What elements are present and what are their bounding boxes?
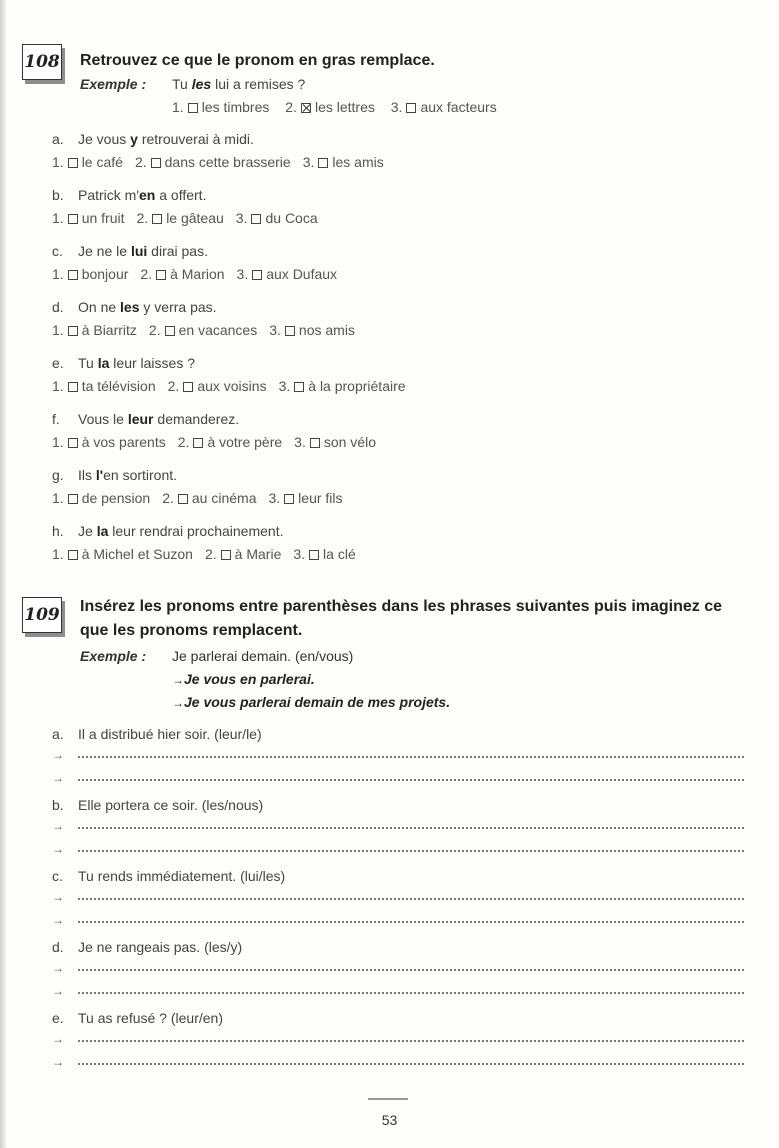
checkbox[interactable] xyxy=(252,270,262,280)
question-text: dirai pas. xyxy=(147,243,208,259)
option-text: aux Dufaux xyxy=(266,266,338,282)
checkbox[interactable] xyxy=(284,494,294,504)
option-text: à Biarritz xyxy=(81,322,137,338)
exercise-109-example-sentence: Je parlerai demain. (en/vous) xyxy=(172,648,354,664)
exercise-108-question xyxy=(52,243,208,259)
checkbox[interactable] xyxy=(183,382,193,392)
exercise-109-question xyxy=(52,868,285,884)
answer-option: 1. à Biarritz xyxy=(52,322,137,338)
answer-option: 3. les amis xyxy=(302,154,384,170)
answer-arrow: → xyxy=(52,890,64,904)
question-text: Tu xyxy=(78,355,98,371)
exercise-108-question xyxy=(52,523,283,539)
exercise-109-question xyxy=(52,726,262,742)
exercise-number-badge-109: 109 xyxy=(22,597,62,633)
checkbox[interactable] xyxy=(178,494,188,504)
bold-pronoun: les xyxy=(120,299,140,315)
answer-option: 1. à vos parents xyxy=(52,434,166,450)
exercise-108-options xyxy=(52,266,349,282)
option-text: du Coca xyxy=(265,210,318,226)
checkbox[interactable] xyxy=(406,103,416,113)
question-text: demanderez. xyxy=(153,411,240,427)
question-text: Vous le xyxy=(78,411,128,427)
exercise-108-options xyxy=(52,378,418,394)
checkbox[interactable] xyxy=(152,214,162,224)
exercise-108-options xyxy=(52,210,330,226)
option-text: le café xyxy=(81,154,123,170)
option-text: à votre père xyxy=(207,434,283,450)
question-text: Ils xyxy=(78,467,96,483)
answer-option: 2. en vacances xyxy=(148,322,258,338)
exercise-109-question xyxy=(52,939,242,955)
option-text: de pension xyxy=(81,490,151,506)
answer-option: 1. un fruit xyxy=(52,210,125,226)
option-text: les amis xyxy=(332,154,384,170)
answer-option: 3. leur fils xyxy=(268,490,343,506)
answer-option: 3. aux Dufaux xyxy=(236,266,338,282)
answer-arrow: → xyxy=(52,842,64,856)
exercise-108-question xyxy=(52,355,195,371)
answer-dotted-line[interactable] xyxy=(78,848,744,852)
answer-dotted-line[interactable] xyxy=(78,777,744,781)
checkbox[interactable] xyxy=(165,326,175,336)
question-text: Tu as refusé ? (leur/en) xyxy=(78,1010,223,1026)
example-option: 3. aux facteurs xyxy=(390,99,497,115)
exercise-108-example-options xyxy=(172,99,509,115)
exercise-number-badge-108: 108 xyxy=(22,44,62,80)
option-text: dans cette brasserie xyxy=(164,154,291,170)
item-letter: b. xyxy=(52,187,64,203)
option-text: nos amis xyxy=(298,322,355,338)
item-letter: f. xyxy=(52,411,60,427)
checkbox[interactable] xyxy=(68,214,78,224)
answer-option: 2. à Marie xyxy=(204,546,282,562)
option-text: en vacances xyxy=(178,322,258,338)
bold-pronoun: y xyxy=(130,131,138,147)
question-text: leur laisses ? xyxy=(109,355,195,371)
bold-pronoun: la xyxy=(97,355,110,371)
answer-arrow: → xyxy=(52,1055,64,1069)
bold-pronoun: lui xyxy=(130,243,148,259)
item-letter: a. xyxy=(52,131,64,147)
option-text: à Marion xyxy=(170,266,225,282)
option-text: aux voisins xyxy=(197,378,267,394)
checkbox[interactable] xyxy=(193,438,203,448)
exercise-108-question xyxy=(52,467,177,483)
answer-option: 1. à Michel et Suzon xyxy=(52,546,193,562)
question-text: leur rendrai prochainement. xyxy=(108,523,284,539)
question-text: Je vous xyxy=(78,131,131,147)
answer-option: 1. de pension xyxy=(52,490,151,506)
answer-option: 2. à votre père xyxy=(177,434,283,450)
answer-arrow: → xyxy=(52,748,64,762)
page-number: 53 xyxy=(381,1112,398,1128)
exercise-108-options xyxy=(52,490,355,506)
checkbox[interactable] xyxy=(68,326,78,336)
exercise-108-example-label: Exemple : xyxy=(80,76,147,92)
answer-dotted-line[interactable] xyxy=(78,896,744,900)
option-text: bonjour xyxy=(81,266,129,282)
item-letter: c. xyxy=(52,868,63,884)
answer-option: 1. bonjour xyxy=(52,266,129,282)
item-letter: d. xyxy=(52,939,64,955)
answer-option: 3. à la propriétaire xyxy=(278,378,406,394)
exercise-108-question xyxy=(52,131,254,147)
item-letter: e. xyxy=(52,1010,64,1026)
exercise-109-question xyxy=(52,1010,223,1026)
option-text: le gâteau xyxy=(166,210,224,226)
checkbox-checked[interactable] xyxy=(301,103,311,113)
answer-arrow: → xyxy=(52,913,64,927)
item-letter: b. xyxy=(52,797,64,813)
exercise-108-title: Retrouvez ce que le pronom en gras remplace. xyxy=(80,52,435,69)
answer-arrow: → xyxy=(52,961,64,975)
item-letter: c. xyxy=(52,243,63,259)
question-text: On ne xyxy=(78,299,121,315)
answer-arrow: → xyxy=(52,771,64,785)
example-option: 2. les lettres xyxy=(285,99,375,115)
question-text: Je ne rangeais pas. (les/y) xyxy=(78,939,243,955)
answer-dotted-line[interactable] xyxy=(78,990,744,994)
checkbox[interactable] xyxy=(318,158,328,168)
exercise-109-title-line1: Insérez les pronoms entre parenthèses dans les phrases suivantes puis imaginez ce xyxy=(80,598,723,615)
answer-dotted-line[interactable] xyxy=(78,967,744,971)
item-letter: a. xyxy=(52,726,64,742)
checkbox[interactable] xyxy=(285,326,295,336)
option-text: à la propriétaire xyxy=(308,378,406,394)
option-text: au cinéma xyxy=(191,490,257,506)
question-text: Il a distribué hier soir. (leur/le) xyxy=(78,726,262,742)
answer-option: 2. à Marion xyxy=(140,266,225,282)
checkbox[interactable] xyxy=(188,103,198,113)
option-text: un fruit xyxy=(81,210,125,226)
checkbox[interactable] xyxy=(151,158,161,168)
exercise-108-options xyxy=(52,322,367,338)
answer-arrow: → xyxy=(52,819,64,833)
item-letter: e. xyxy=(52,355,64,371)
question-text: Tu rends immédiatement. (lui/les) xyxy=(78,868,286,884)
bold-pronoun: en xyxy=(139,187,156,203)
answer-option: 3. la clé xyxy=(293,546,356,562)
answer-dotted-line[interactable] xyxy=(78,825,744,829)
answer-option: 2. aux voisins xyxy=(167,378,267,394)
option-text: son vélo xyxy=(323,434,376,450)
checkbox[interactable] xyxy=(68,158,78,168)
option-text: à vos parents xyxy=(81,434,166,450)
option-text: la clé xyxy=(323,546,356,562)
question-text: Elle portera ce soir. (les/nous) xyxy=(78,797,264,813)
exercise-108-question xyxy=(52,187,206,203)
item-letter: d. xyxy=(52,299,64,315)
answer-dotted-line[interactable] xyxy=(78,919,744,923)
option-text: à Michel et Suzon xyxy=(81,546,193,562)
checkbox[interactable] xyxy=(310,438,320,448)
question-text: y verra pas. xyxy=(139,299,217,315)
checkbox[interactable] xyxy=(68,438,78,448)
answer-dotted-line[interactable] xyxy=(78,1038,744,1042)
checkbox[interactable] xyxy=(294,382,304,392)
answer-arrow: → xyxy=(52,984,64,998)
answer-option: 1. le café xyxy=(52,154,123,170)
answer-option: 3. du Coca xyxy=(235,210,318,226)
question-text: Je ne le xyxy=(78,243,131,259)
question-text: a offert. xyxy=(155,187,207,203)
page-number-rule xyxy=(368,1098,408,1100)
exercise-108-options xyxy=(52,154,396,170)
exercise-109-example-answer-2: →Je vous parlerai demain de mes projets. xyxy=(172,694,451,710)
question-text: retrouverai à midi. xyxy=(137,131,254,147)
answer-dotted-line[interactable] xyxy=(78,754,744,758)
bold-pronoun: leur xyxy=(127,411,154,427)
exercise-109-example-answer-1: →Je vous en parlerai. xyxy=(172,671,315,687)
checkbox[interactable] xyxy=(156,270,166,280)
answer-option: 2. dans cette brasserie xyxy=(134,154,291,170)
exercise-109-question xyxy=(52,797,263,813)
checkbox[interactable] xyxy=(68,270,78,280)
exercise-108-question xyxy=(52,299,217,315)
exercise-109-example-label: Exemple : xyxy=(80,648,147,664)
answer-dotted-line[interactable] xyxy=(78,1061,744,1065)
question-text: en sortiront. xyxy=(103,467,178,483)
example-option: 1. les timbres xyxy=(172,99,270,115)
answer-option: 3. nos amis xyxy=(269,322,355,338)
checkbox[interactable] xyxy=(309,550,319,560)
checkbox[interactable] xyxy=(68,382,78,392)
exercise-108-question xyxy=(52,411,239,427)
bold-pronoun: la xyxy=(96,523,109,539)
option-text: leur fils xyxy=(298,490,343,506)
checkbox[interactable] xyxy=(221,550,231,560)
checkbox[interactable] xyxy=(68,550,78,560)
option-text: ta télévision xyxy=(81,378,156,394)
answer-option: 3. son vélo xyxy=(294,434,376,450)
option-text: à Marie xyxy=(234,546,282,562)
exercise-108-options xyxy=(52,546,368,562)
answer-arrow: → xyxy=(52,1032,64,1046)
checkbox[interactable] xyxy=(68,494,78,504)
item-letter: h. xyxy=(52,523,64,539)
exercise-108-example-sentence: Tu les lui a remises ? xyxy=(172,76,306,92)
answer-option: 1. ta télévision xyxy=(52,378,156,394)
bold-pronoun: l' xyxy=(95,467,104,483)
question-text: Patrick m' xyxy=(78,187,140,203)
page-edge-shadow xyxy=(0,0,6,1148)
answer-option: 2. au cinéma xyxy=(162,490,257,506)
item-letter: g. xyxy=(52,467,64,483)
answer-option: 2. le gâteau xyxy=(136,210,224,226)
question-text: Je xyxy=(78,523,97,539)
exercise-109-title-line2: que les pronoms remplacent. xyxy=(80,622,303,639)
exercise-108-options xyxy=(52,434,388,450)
checkbox[interactable] xyxy=(251,214,261,224)
